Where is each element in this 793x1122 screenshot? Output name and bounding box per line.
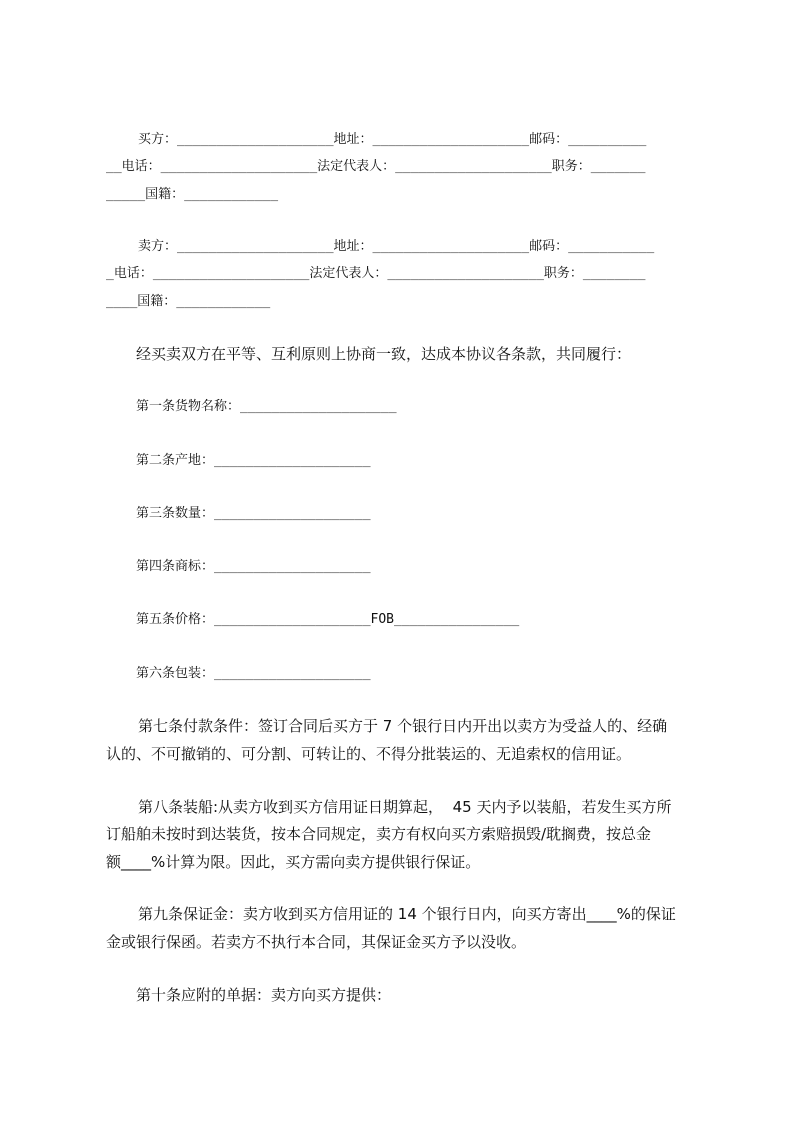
- buyer-line-1: 买方：____________________地址：____________________邮码：__________: [138, 132, 647, 147]
- article-5: 第五条价格：____________________FOB________________: [136, 612, 520, 627]
- article-8-line-1: 第八条装船:从卖方收到买方信用证日期算起， 45 天内予以装船，若发生买方所: [138, 798, 672, 816]
- article-3: 第三条数量：____________________: [136, 506, 371, 521]
- seller-line-2: _电话：____________________法定代表人：____________________职务：________: [106, 266, 646, 281]
- article-7-line-1: 第七条付款条件：签订合同后买方于 7 个银行日内开出以卖方为受益人的、经确: [138, 717, 668, 735]
- buyer-line-2: __电话：____________________法定代表人：____________________职务：_______: [106, 159, 646, 174]
- article-9-line-2: 金或银行保函。若卖方不执行本合同，其保证金买方予以没收。: [106, 933, 527, 951]
- article-8-line-2: 订船舶未按时到达装货，按本合同规定，卖方有权向买方索赔损毁/耽搁费，按总金: [106, 825, 652, 843]
- article-2: 第二条产地：____________________: [136, 453, 371, 468]
- intro-paragraph: 经买卖双方在平等、互利原则上协商一致，达成本协议各条款，共同履行：: [136, 345, 632, 363]
- buyer-line-3: _____国籍：____________: [106, 187, 279, 202]
- seller-line-1: 卖方：____________________地址：____________________邮码：___________: [138, 239, 655, 254]
- article-8-line-3: 额____%计算为限。因此，买方需向卖方提供银行保证。: [106, 853, 481, 871]
- article-9-line-1: 第九条保证金：卖方收到买方信用证的 14 个银行日内，向买方寄出____%的保证: [138, 905, 676, 923]
- article-7-line-2: 认的、不可撤销的、可分割、可转让的、不得分批装运的、无追索权的信用证。: [106, 745, 632, 763]
- article-6: 第六条包装：____________________: [136, 666, 371, 681]
- seller-line-3: ____国籍：____________: [106, 294, 271, 309]
- article-1: 第一条货物名称：____________________: [136, 399, 397, 414]
- article-10: 第十条应附的单据：卖方向买方提供：: [136, 986, 392, 1004]
- article-4: 第四条商标：____________________: [136, 559, 371, 574]
